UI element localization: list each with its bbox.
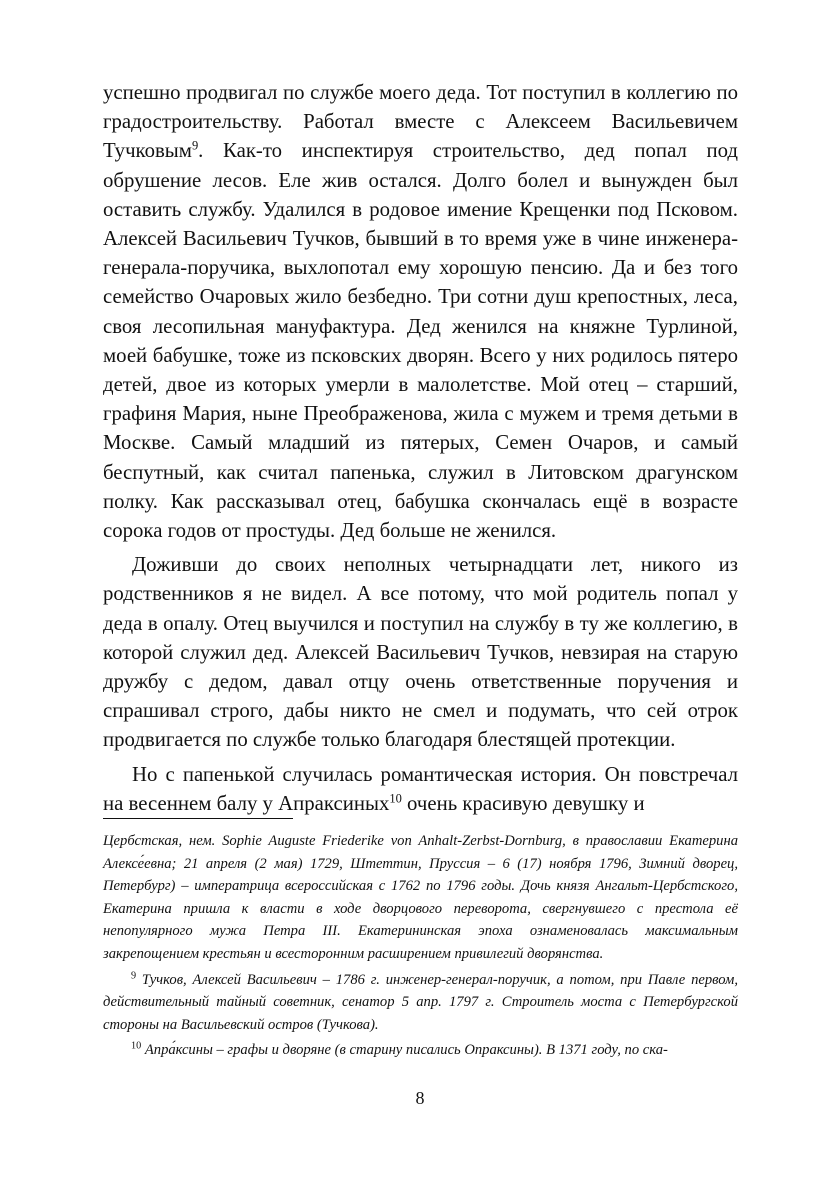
- paragraph-1: [103, 78, 738, 545]
- paragraph-3-text-b: очень красивую девушку и: [401, 791, 645, 815]
- main-text: [103, 78, 738, 818]
- page-number: 8: [415, 1088, 425, 1108]
- paragraph-3: [103, 760, 738, 818]
- paragraph-1-text-b: . Как-то инспектируя строительство, дед попал под обрушение лесов. Еле жив остался. Долго болел и вынужден был оставить службу. Удалился в родовое имение Крещенки под Псковом. Алексей Васильевич Тучков, бывший в то время уже в чине инженера-генерала-поручика, выхлопотал ему хорошую пенсию. Да и без того семейство Очаровых жило безбедно. Три сотни душ крепостных, леса, своя лесопильная мануфактура. Дед женился на княжне Турлиной, моей бабушке, тоже из псковских дворян. Всего у них родилось пятеро детей, двое из которых умерли в малолетстве. Мой отец – старший, графиня Мария, ныне Преображенова, жила с мужем и тремя детьми в Москве. Самый младший из пятерых, Семен Очаров, и самый беспутный, как считал папенька, служил в Литовском драгунском полку. Как рассказывал отец, бабушка скончалась ещё в возрасте сорока годов от простуды. Дед больше не женился.: [103, 139, 738, 543]
- footnote-9-text: Тучков, Алексей Васильевич – 1786 г. инженер-генерал-поручик, а потом, при Павле первом, действительный тайный советник, сенатор 5 апр. 1797 г. Строитель моста с Петербургской стороны на Васильевский остров (Тучкова).: [103, 971, 738, 1033]
- footnote-10-number: 10: [131, 1040, 142, 1052]
- footnote-9-number: 9: [131, 969, 137, 981]
- footnote-ref-10[interactable]: 10: [389, 791, 402, 806]
- paragraph-1-text-a: успешно продвигал по службе моего деда. Тот поступил в коллегию по градостроительству. Работал вместе с Алексеем Васильевичем Тучковым: [103, 81, 738, 163]
- footnote-10: [103, 1039, 738, 1062]
- footnote-continuation: Цербстская, нем. Sophie Auguste Friederike von Anhalt-Zerbst-Dornburg, в православии Екатерина Алексе́евна; 21 апреля (2 мая) 1729, Штеттин, Пруссия – 6 (17) ноября 1796, Зимний дворец, Петербург) – императрица всероссийская с 1762 по 1796 годы. Дочь князя Ангальт-Цербстского, Екатерина пришла к власти в ходе дворцового переворота, свергнувшего с престола её непопулярного мужа Петра III. Екатерининская эпоха ознаменовалась максимальным закрепощением крестьян и всесторонним расширением привилегий дворянства.: [103, 833, 738, 962]
- footnote-ref-9[interactable]: 9: [191, 138, 199, 153]
- footnote-9: [103, 969, 738, 1037]
- paragraph-3-text-a: Но с папенькой случилась романтическая история. Он повстречал на весеннем балу у Апраксиных: [103, 762, 738, 815]
- footnote-10-text: Апра́ксины – графы и дворяне (в старину писались Опраксины). В 1371 году, по ска-: [141, 1042, 668, 1059]
- paragraph-2: Доживши до своих неполных четырнадцати лет, никого из родственников я не видел. А все потому, что мой родитель попал у деда в опалу. Отец выучился и поступил на службу в ту же коллегию, в которой служил дед. Алексей Васильевич Тучков, невзирая на старую дружбу с дедом, давал отцу очень ответственные поручения и спрашивал строго, дабы никто не смел и подумать, что сей отрок продвигается по службе только благодаря блестящей протекции.: [103, 553, 738, 752]
- footnotes: [103, 830, 738, 1062]
- footnote-separator: [103, 818, 293, 819]
